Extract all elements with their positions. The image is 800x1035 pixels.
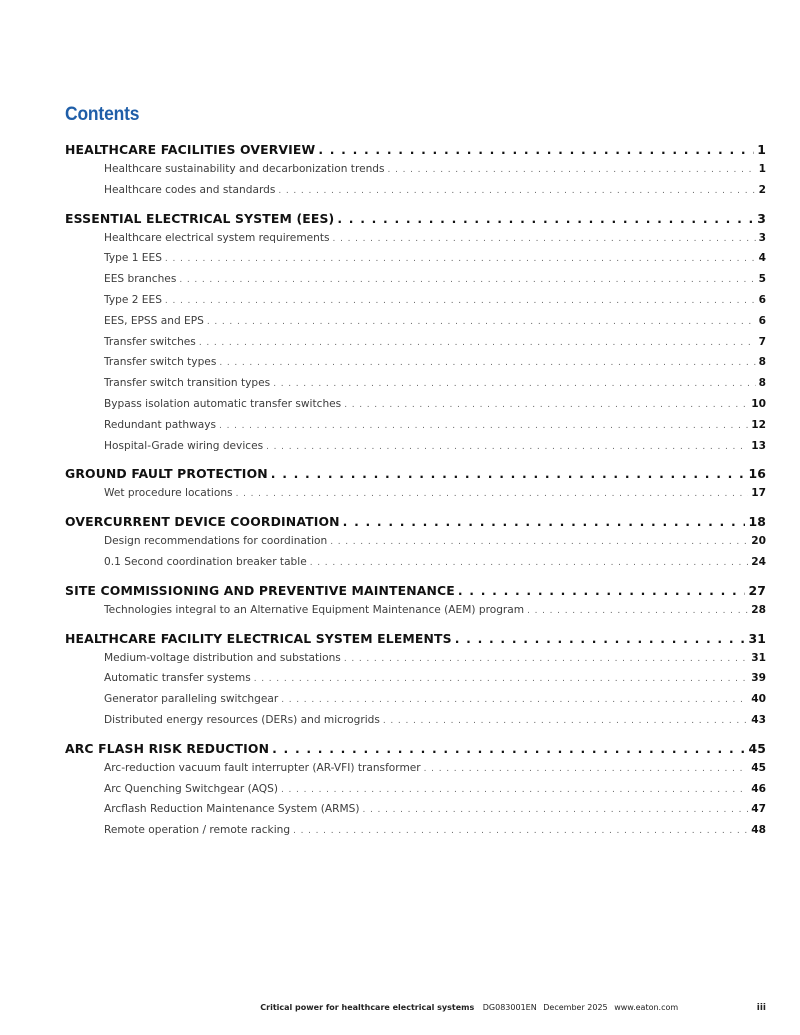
toc-subentry-label: 0.1 Second coordination breaker table bbox=[104, 555, 307, 568]
toc-subentry[interactable] bbox=[65, 377, 766, 398]
toc-leader-dots bbox=[344, 400, 748, 410]
toc-section-page: 16 bbox=[748, 466, 766, 482]
toc-section-title: OVERCURRENT DEVICE COORDINATION bbox=[65, 514, 340, 530]
toc-subentry-label: Transfer switches bbox=[104, 335, 196, 348]
toc-subentry-label: Wet procedure locations bbox=[104, 487, 233, 500]
toc-leader-dots bbox=[278, 186, 755, 196]
toc-subentry[interactable] bbox=[65, 672, 766, 693]
toc-subentry-label: Distributed energy resources (DERs) and microgrids bbox=[104, 713, 380, 726]
toc-leader-dots bbox=[273, 379, 755, 389]
toc-subentry-label: Transfer switch types bbox=[104, 356, 217, 369]
toc-subentry-label: Redundant pathways bbox=[104, 418, 217, 431]
toc-leader-dots bbox=[310, 558, 749, 568]
toc-subentry-page: 10 bbox=[751, 397, 766, 410]
toc-subentry-label: Arc-reduction vacuum fault interrupter (AR-VFI) transformer bbox=[104, 761, 421, 774]
toc-subentry-label: Automatic transfer systems bbox=[104, 672, 251, 685]
toc-subentry-page: 7 bbox=[758, 335, 766, 348]
toc-subentry-label: Design recommendations for coordination bbox=[104, 535, 328, 548]
toc-leader-dots bbox=[281, 785, 748, 795]
toc-leader-dots bbox=[179, 275, 755, 285]
toc-section-entry[interactable] bbox=[65, 466, 766, 487]
toc-subentry[interactable] bbox=[65, 440, 766, 461]
toc-subentry-label: Hospital-Grade wiring devices bbox=[104, 439, 264, 452]
toc-subentry-page: 24 bbox=[751, 555, 766, 568]
toc-section-entry[interactable] bbox=[65, 142, 766, 163]
toc-subentry-label: Arcflash Reduction Maintenance System (ARMS) bbox=[104, 803, 360, 816]
toc-subentry-page: 8 bbox=[758, 356, 766, 369]
toc-subentry-label: EES branches bbox=[104, 273, 177, 286]
toc-subentry[interactable] bbox=[65, 398, 766, 419]
toc-subentry-label: Remote operation / remote racking bbox=[104, 824, 291, 837]
toc-section bbox=[65, 466, 766, 508]
toc-subentry[interactable] bbox=[65, 184, 766, 205]
toc-leader-dots bbox=[207, 317, 756, 327]
toc-subentry[interactable] bbox=[65, 714, 766, 735]
toc-subentry-label: EES, EPSS and EPS bbox=[104, 314, 204, 327]
toc-subentry-label: Technologies integral to an Alternative Equipment Maintenance (AEM) program bbox=[104, 603, 525, 616]
toc-section bbox=[65, 514, 766, 577]
page-footer bbox=[0, 1003, 766, 1013]
toc-leader-dots bbox=[455, 631, 746, 646]
toc-subentry-page: 5 bbox=[758, 273, 766, 286]
toc-section bbox=[65, 741, 766, 845]
toc-subentry-page: 13 bbox=[751, 439, 766, 452]
toc-subentry-label: Transfer switch transition types bbox=[104, 377, 271, 390]
toc-leader-dots bbox=[293, 826, 748, 836]
toc-subentry-page: 28 bbox=[751, 603, 766, 616]
toc-leader-dots bbox=[527, 606, 748, 616]
toc-subentry-label: Healthcare codes and standards bbox=[104, 183, 276, 196]
toc-subentry[interactable] bbox=[65, 652, 766, 673]
toc-subentry[interactable] bbox=[65, 252, 766, 273]
toc-subentry-page: 6 bbox=[758, 293, 766, 306]
toc-leader-dots bbox=[219, 421, 748, 431]
footer-website[interactable]: www.eaton.com bbox=[614, 1003, 679, 1012]
toc-section-page: 45 bbox=[748, 740, 766, 756]
footer-document-id: DG083001EN bbox=[482, 1003, 537, 1012]
toc-leader-dots bbox=[271, 466, 746, 481]
toc-section-entry[interactable] bbox=[65, 211, 766, 232]
toc-section bbox=[65, 583, 766, 625]
toc-leader-dots bbox=[165, 296, 756, 306]
toc-section-page: 27 bbox=[748, 582, 766, 598]
toc-subentry-page: 40 bbox=[751, 693, 766, 706]
toc-leader-dots bbox=[337, 211, 754, 226]
toc-subentry[interactable] bbox=[65, 273, 766, 294]
toc-leader-dots bbox=[236, 489, 749, 499]
toc-section-entry[interactable] bbox=[65, 631, 766, 652]
toc-subentry[interactable] bbox=[65, 336, 766, 357]
toc-leader-dots bbox=[424, 764, 749, 774]
toc-leader-dots bbox=[388, 165, 756, 175]
toc-subentry[interactable] bbox=[65, 762, 766, 783]
toc-leader-dots bbox=[272, 741, 745, 756]
toc-leader-dots bbox=[281, 695, 748, 705]
toc-subentry[interactable] bbox=[65, 356, 766, 377]
footer-page-number: iii bbox=[756, 1003, 766, 1013]
toc-section-page: 1 bbox=[757, 142, 766, 157]
toc-section-entry[interactable] bbox=[65, 583, 766, 604]
toc-leader-dots bbox=[458, 583, 746, 598]
toc-section bbox=[65, 142, 766, 205]
table-of-contents bbox=[65, 142, 766, 851]
toc-subentry-page: 47 bbox=[751, 803, 766, 816]
toc-subentry-page: 3 bbox=[758, 231, 766, 244]
toc-subentry[interactable] bbox=[65, 487, 766, 508]
toc-leader-dots bbox=[165, 254, 756, 264]
toc-subentry-label: Healthcare electrical system requirements bbox=[104, 231, 330, 244]
toc-leader-dots bbox=[254, 674, 749, 684]
toc-subentry-label: Type 1 EES bbox=[104, 252, 162, 265]
toc-subentry[interactable] bbox=[65, 294, 766, 315]
toc-section-entry[interactable] bbox=[65, 514, 766, 535]
toc-leader-dots bbox=[318, 142, 754, 157]
toc-subentry-label: Healthcare sustainability and decarbonization trends bbox=[104, 163, 385, 175]
toc-subentry-page: 17 bbox=[751, 487, 766, 500]
toc-subentry-page: 8 bbox=[758, 377, 766, 390]
toc-subentry-page: 1 bbox=[758, 163, 766, 175]
toc-section-title: GROUND FAULT PROTECTION bbox=[65, 466, 268, 482]
toc-subentry[interactable] bbox=[65, 783, 766, 804]
toc-leader-dots bbox=[383, 716, 748, 726]
toc-subentry[interactable] bbox=[65, 419, 766, 440]
toc-leader-dots bbox=[343, 514, 746, 529]
toc-subentry[interactable] bbox=[65, 556, 766, 577]
toc-section-title: ESSENTIAL ELECTRICAL SYSTEM (EES) bbox=[65, 210, 335, 226]
toc-subentry-label: Medium-voltage distribution and substations bbox=[104, 651, 341, 664]
toc-subentry[interactable] bbox=[65, 163, 766, 184]
toc-subentry-label: Arc Quenching Switchgear (AQS) bbox=[104, 782, 279, 795]
toc-section-page: 31 bbox=[748, 630, 766, 646]
toc-section-title: HEALTHCARE FACILITIES OVERVIEW bbox=[65, 142, 316, 157]
toc-subentry-page: 31 bbox=[751, 651, 766, 664]
toc-leader-dots bbox=[219, 358, 755, 368]
toc-subentry-page: 20 bbox=[751, 535, 766, 548]
toc-section-entry[interactable] bbox=[65, 741, 766, 762]
toc-subentry[interactable] bbox=[65, 232, 766, 253]
toc-subentry-page: 46 bbox=[751, 782, 766, 795]
footer-date: December 2025 bbox=[543, 1003, 608, 1012]
toc-section-title: HEALTHCARE FACILITY ELECTRICAL SYSTEM ELEMENTS bbox=[65, 630, 452, 646]
toc-subentry[interactable] bbox=[65, 315, 766, 336]
toc-leader-dots bbox=[333, 234, 756, 244]
toc-section-page: 3 bbox=[757, 210, 766, 226]
toc-subentry-page: 4 bbox=[758, 252, 766, 265]
footer-document-title: Critical power for healthcare electrical systems bbox=[260, 1003, 475, 1012]
toc-subentry-label: Type 2 EES bbox=[104, 293, 162, 306]
toc-subentry[interactable] bbox=[65, 604, 766, 625]
toc-section-title: ARC FLASH RISK REDUCTION bbox=[65, 740, 270, 756]
toc-subentry-label: Generator paralleling switchgear bbox=[104, 693, 279, 706]
toc-subentry[interactable] bbox=[65, 803, 766, 824]
toc-subentry-page: 12 bbox=[751, 418, 766, 431]
toc-subentry[interactable] bbox=[65, 535, 766, 556]
toc-section-title: SITE COMMISSIONING AND PREVENTIVE MAINTENANCE bbox=[65, 582, 455, 598]
toc-subentry-page: 2 bbox=[758, 183, 766, 196]
toc-leader-dots bbox=[330, 537, 748, 547]
toc-subentry-label: Bypass isolation automatic transfer switches bbox=[104, 397, 342, 410]
toc-leader-dots bbox=[199, 338, 756, 348]
toc-leader-dots bbox=[344, 654, 748, 664]
toc-section bbox=[65, 211, 766, 461]
page-title: Contents bbox=[65, 104, 140, 125]
toc-section bbox=[65, 631, 766, 735]
toc-subentry-page: 39 bbox=[751, 672, 766, 685]
toc-leader-dots bbox=[363, 805, 749, 815]
toc-subentry-page: 6 bbox=[758, 314, 766, 327]
toc-subentry[interactable] bbox=[65, 824, 766, 845]
toc-section-page: 18 bbox=[748, 514, 766, 530]
toc-leader-dots bbox=[266, 442, 748, 452]
toc-subentry-page: 48 bbox=[751, 824, 766, 837]
toc-subentry[interactable] bbox=[65, 693, 766, 714]
toc-subentry-page: 43 bbox=[751, 713, 766, 726]
toc-subentry-page: 45 bbox=[751, 761, 766, 774]
